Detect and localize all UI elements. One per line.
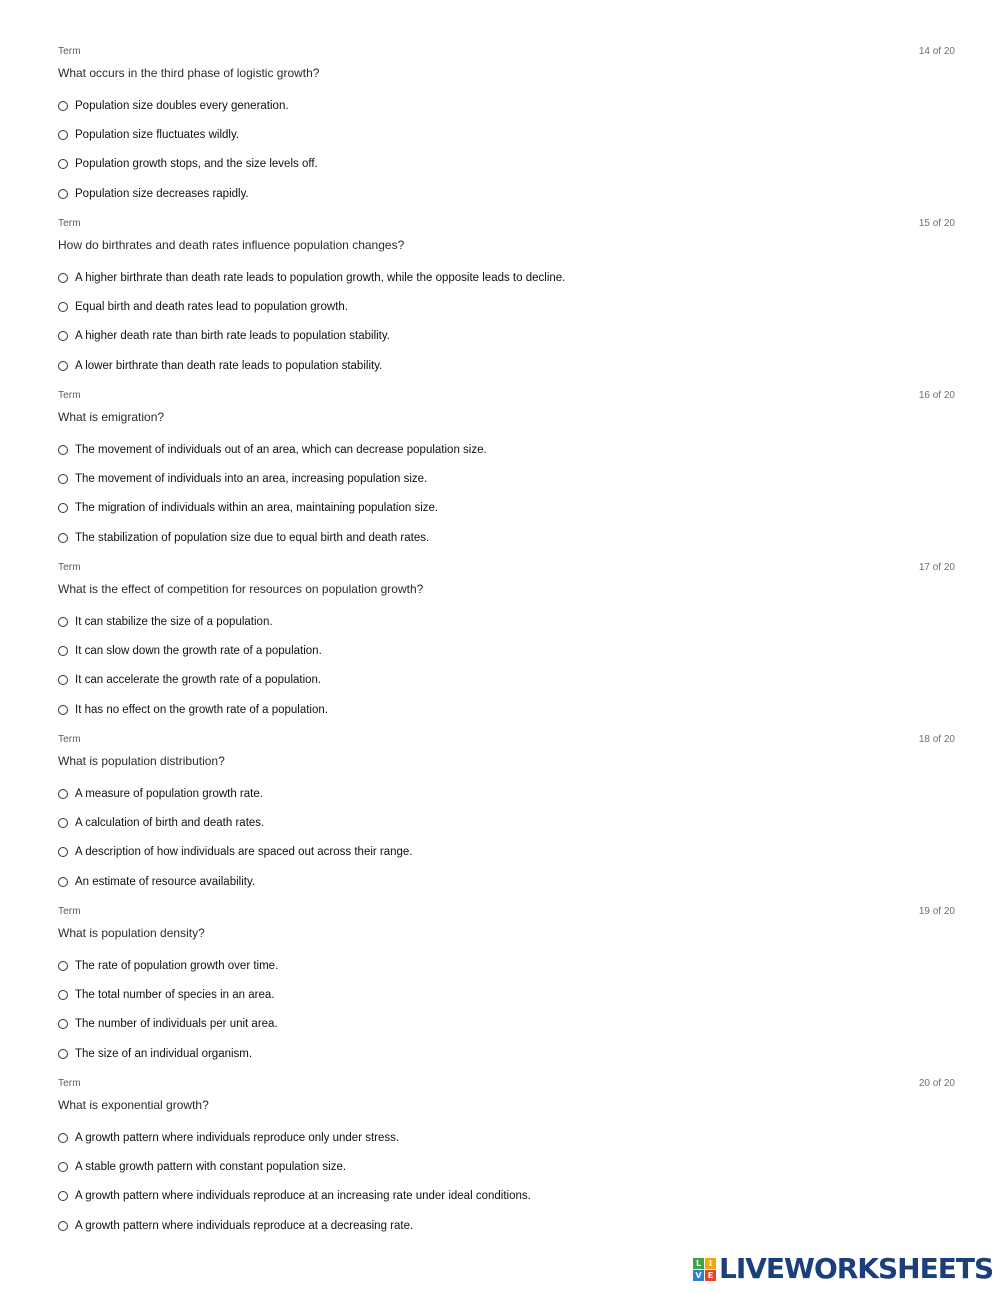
answer-option[interactable]: [58, 808, 955, 837]
logo-letter-v: V: [693, 1270, 704, 1281]
answer-option[interactable]: [58, 91, 955, 120]
answer-option[interactable]: [58, 150, 955, 179]
question-block: [58, 218, 955, 390]
answer-options: [58, 607, 955, 725]
radio-button-icon[interactable]: [58, 1049, 68, 1059]
question-prompt: What occurs in the third phase of logistic growth?: [58, 66, 320, 80]
answer-option-label: The size of an individual organism.: [75, 1047, 253, 1060]
answer-option[interactable]: [58, 322, 955, 351]
question-counter: 14 of 20: [918, 46, 955, 57]
radio-button-icon[interactable]: [58, 503, 68, 513]
question-prompt: How do birthrates and death rates influence population changes?: [58, 238, 405, 252]
answer-option-label: The movement of individuals into an area, increasing population size.: [75, 473, 428, 486]
answer-option-label: A description of how individuals are spaced out across their range.: [75, 846, 413, 859]
answer-option-label: Population size fluctuates wildly.: [75, 129, 240, 142]
answer-option-label: A growth pattern where individuals reproduce at a decreasing rate.: [75, 1219, 414, 1232]
answer-option[interactable]: [58, 951, 955, 980]
radio-button-icon[interactable]: [58, 818, 68, 828]
radio-button-icon[interactable]: [58, 101, 68, 111]
live-logo-icon: [693, 1258, 716, 1281]
answer-option[interactable]: [58, 464, 955, 493]
question-header: [58, 390, 955, 404]
logo-letter-e: E: [705, 1270, 716, 1281]
term-label: Term: [58, 906, 81, 917]
answer-options: [58, 435, 955, 553]
question-header: [58, 906, 955, 920]
answer-option-label: The stabilization of population size due to equal birth and death rates.: [75, 531, 430, 544]
answer-option[interactable]: [58, 980, 955, 1009]
answer-option[interactable]: [58, 867, 955, 896]
answer-option[interactable]: [58, 607, 955, 636]
term-label: Term: [58, 734, 81, 745]
answer-option[interactable]: [58, 435, 955, 464]
radio-button-icon[interactable]: [58, 1221, 68, 1231]
radio-button-icon[interactable]: [58, 189, 68, 199]
radio-button-icon[interactable]: [58, 675, 68, 685]
term-label: Term: [58, 46, 81, 57]
question-header: [58, 734, 955, 748]
answer-option[interactable]: [58, 695, 955, 724]
question-prompt: What is emigration?: [58, 410, 165, 424]
question-counter: 16 of 20: [918, 390, 955, 401]
term-label: Term: [58, 1078, 81, 1089]
answer-option-label: It can slow down the growth rate of a population.: [75, 645, 322, 658]
answer-option[interactable]: [58, 838, 955, 867]
radio-button-icon[interactable]: [58, 847, 68, 857]
radio-button-icon[interactable]: [58, 646, 68, 656]
radio-button-icon[interactable]: [58, 130, 68, 140]
answer-option-label: It can accelerate the growth rate of a population.: [75, 674, 322, 687]
radio-button-icon[interactable]: [58, 445, 68, 455]
answer-option-label: Population growth stops, and the size levels off.: [75, 158, 318, 171]
question-block: [58, 734, 955, 906]
answer-option-label: Population size doubles every generation.: [75, 99, 289, 112]
radio-button-icon[interactable]: [58, 302, 68, 312]
answer-option-label: A calculation of birth and death rates.: [75, 817, 265, 830]
question-block: [58, 46, 955, 218]
answer-option[interactable]: [58, 1182, 955, 1211]
answer-option-label: A stable growth pattern with constant population size.: [75, 1161, 347, 1174]
answer-options: [58, 779, 955, 897]
question-header: [58, 218, 955, 232]
answer-option-label: The movement of individuals out of an area, which can decrease population size.: [75, 443, 487, 456]
answer-option-label: Population size decreases rapidly.: [75, 187, 249, 200]
radio-button-icon[interactable]: [58, 533, 68, 543]
radio-button-icon[interactable]: [58, 159, 68, 169]
radio-button-icon[interactable]: [58, 990, 68, 1000]
answer-option-label: A growth pattern where individuals reproduce at an increasing rate under ideal conditions.: [75, 1190, 531, 1203]
answer-option-label: Equal birth and death rates lead to population growth.: [75, 301, 348, 314]
term-label: Term: [58, 218, 81, 229]
question-counter: 17 of 20: [918, 562, 955, 573]
answer-option[interactable]: [58, 120, 955, 149]
answer-options: [58, 951, 955, 1069]
answer-option-label: A lower birthrate than death rate leads to population stability.: [75, 359, 383, 372]
question-counter: 19 of 20: [918, 906, 955, 917]
question-header: [58, 562, 955, 576]
answer-option[interactable]: [58, 636, 955, 665]
radio-button-icon[interactable]: [58, 961, 68, 971]
question-block: [58, 906, 955, 1078]
answer-option-label: A higher birthrate than death rate leads to population growth, while the opposite leads to decline.: [75, 271, 566, 284]
radio-button-icon[interactable]: [58, 1019, 68, 1029]
radio-button-icon[interactable]: [58, 361, 68, 371]
radio-button-icon[interactable]: [58, 1133, 68, 1143]
answer-option[interactable]: [58, 666, 955, 695]
radio-button-icon[interactable]: [58, 1162, 68, 1172]
answer-option[interactable]: [58, 292, 955, 321]
question-prompt: What is population density?: [58, 926, 205, 940]
question-counter: 18 of 20: [918, 734, 955, 745]
answer-option-label: A higher death rate than birth rate leads to population stability.: [75, 330, 390, 343]
answer-option[interactable]: [58, 1039, 955, 1068]
answer-option[interactable]: [58, 1152, 955, 1181]
question-counter: 20 of 20: [918, 1078, 955, 1089]
radio-button-icon[interactable]: [58, 617, 68, 627]
answer-option[interactable]: [58, 1010, 955, 1039]
radio-button-icon[interactable]: [58, 1191, 68, 1201]
answer-option[interactable]: [58, 179, 955, 208]
question-prompt: What is population distribution?: [58, 754, 225, 768]
question-header: [58, 46, 955, 60]
term-label: Term: [58, 562, 81, 573]
answer-option-label: The rate of population growth over time.: [75, 959, 279, 972]
logo-letter-l: L: [693, 1258, 704, 1269]
answer-option[interactable]: [58, 1211, 955, 1240]
question-block: [58, 562, 955, 734]
answer-options: [58, 1123, 955, 1241]
radio-button-icon[interactable]: [58, 273, 68, 283]
radio-button-icon[interactable]: [58, 331, 68, 341]
radio-button-icon[interactable]: [58, 705, 68, 715]
radio-button-icon[interactable]: [58, 474, 68, 484]
question-header: [58, 1078, 955, 1092]
question-prompt: What is the effect of competition for resources on population growth?: [58, 582, 424, 596]
answer-options: [58, 91, 955, 209]
logo-wordmark: LIVEWORKSHEETS: [719, 1252, 994, 1285]
answer-option[interactable]: [58, 494, 955, 523]
radio-button-icon[interactable]: [58, 877, 68, 887]
answer-option-label: The number of individuals per unit area.: [75, 1018, 278, 1031]
answer-option[interactable]: [58, 779, 955, 808]
answer-option[interactable]: [58, 263, 955, 292]
question-counter: 15 of 20: [918, 218, 955, 229]
answer-option[interactable]: [58, 523, 955, 552]
answer-option-label: It has no effect on the growth rate of a population.: [75, 703, 328, 716]
liveworksheets-logo: [693, 1252, 994, 1285]
question-prompt: What is exponential growth?: [58, 1098, 209, 1112]
term-label: Term: [58, 390, 81, 401]
answer-option-label: An estimate of resource availability.: [75, 875, 256, 888]
answer-option[interactable]: [58, 351, 955, 380]
questions-list: [58, 46, 955, 1250]
answer-options: [58, 263, 955, 381]
question-block: [58, 390, 955, 562]
answer-option-label: The total number of species in an area.: [75, 989, 275, 1002]
answer-option-label: A measure of population growth rate.: [75, 787, 263, 800]
answer-option[interactable]: [58, 1123, 955, 1152]
logo-letter-i: I: [705, 1258, 716, 1269]
question-block: [58, 1078, 955, 1250]
answer-option-label: It can stabilize the size of a population.: [75, 615, 273, 628]
answer-option-label: A growth pattern where individuals reproduce only under stress.: [75, 1131, 400, 1144]
radio-button-icon[interactable]: [58, 789, 68, 799]
answer-option-label: The migration of individuals within an area, maintaining population size.: [75, 502, 439, 515]
